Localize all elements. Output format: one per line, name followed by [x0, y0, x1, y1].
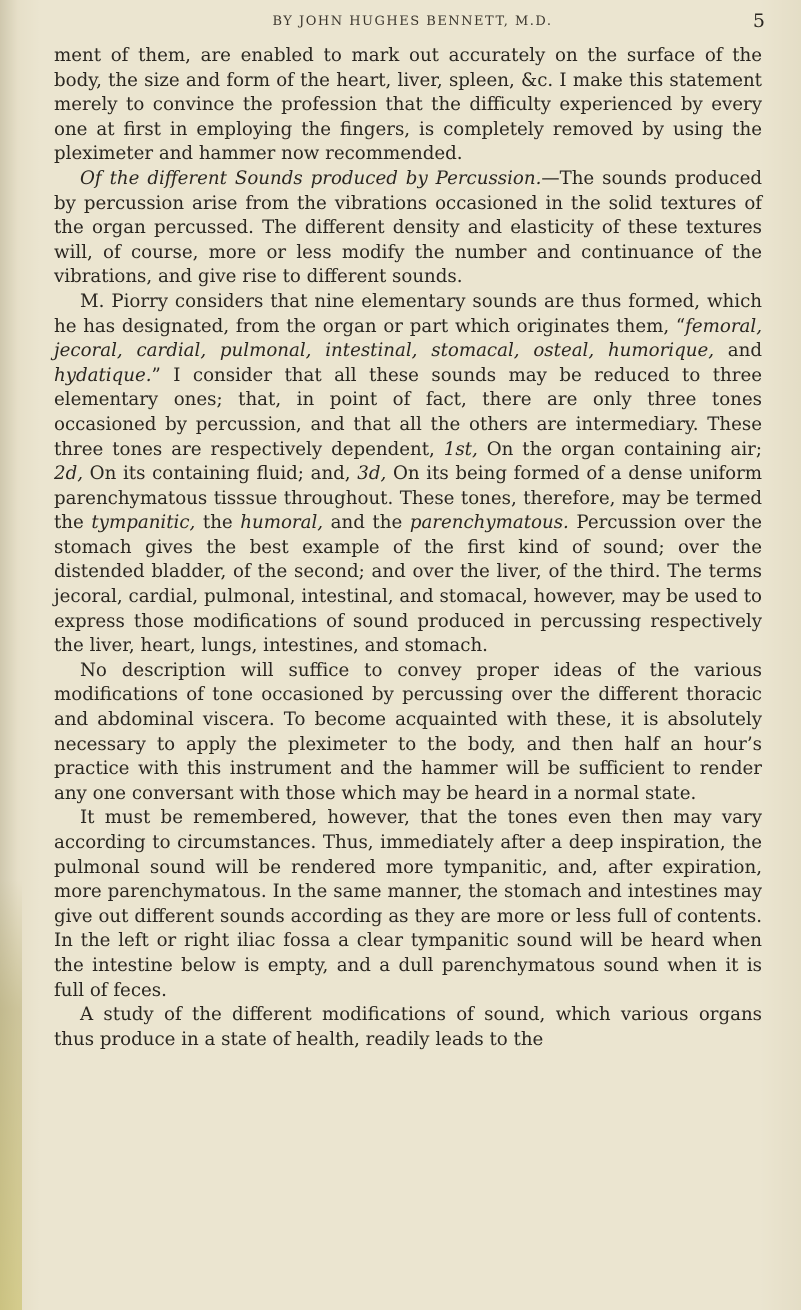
italic-text: 2d, [54, 463, 83, 485]
text-run: ment of them, are enabled to mark out accurately on the surface of the body, the size and form of the heart, liver, spleen, &c. I make this statement merely to convince the profession that the difficulty experienced by every one at first in employing the fingers, is completely removed by using the pleximeter and hammer now recommended. [54, 45, 762, 165]
italic-text: Of the different Sounds produced by Percussion. [80, 167, 542, 189]
text-run: A study of the different modifications of sound, which various organs thus produce in a state of health, readily leads to the [54, 1004, 762, 1050]
page-stain [0, 880, 22, 1310]
text-run: ” I consider that all these sounds may be reduced to three elementary ones; that, in point of fact, there are only three tones occasioned by percussion, and that all the others are intermediary. These three tones are respectively dependent, [54, 364, 762, 460]
text-run: It must be remembered, however, that the tones even then may vary according to circumstances. Thus, immediately after a deep inspiration, the pulmonal sound will be rendered more tympanitic, and, after expiration, more parenchymatous. In the same manner, the stomach and intestines may give out different sounds according as they are more or less full of contents. In the left or right iliac fossa a clear tympanitic sound will be heard when the intestine below is empty, and a dull parenchymatous sound when it is full of feces. [54, 807, 762, 1001]
paragraph [54, 290, 762, 659]
text-run: On its containing fluid; and, [83, 463, 358, 485]
paragraph [54, 1003, 762, 1052]
page-number: 5 [752, 10, 765, 32]
page-header [60, 10, 765, 36]
italic-text: femoral, jecoral, cardial, pulmonal, intestinal, stomacal, osteal, humorique, [54, 315, 762, 362]
italic-text: hydatique. [54, 364, 152, 386]
text-run: On its being formed of a dense uniform parenchymatous tisssue throughout. These tones, therefore, may be termed the [54, 463, 763, 534]
text-run: On the organ containing air; [477, 438, 762, 460]
italic-text: tympanitic, [91, 512, 196, 534]
text-run: M. Piorry considers that nine elementary sounds are thus formed, which he has designated, from the organ or part which originates them, “ [54, 290, 762, 337]
paragraph [54, 659, 762, 807]
paragraph [54, 806, 762, 1003]
text-run: and [714, 340, 763, 362]
body-text [54, 44, 762, 1052]
italic-text: parenchymatous. [409, 512, 569, 534]
text-run: Percussion over the stomach gives the best example of the first kind of sound; over the distended bladder, of the second; and over the liver, of the third. The terms jecoral, cardial, pulmonal, intestinal, and stomacal, however, may be used to express those modifications of sound produced in percussing respectively the liver, heart, lungs, intestines, and stomach. [54, 512, 762, 657]
italic-text: 3d, [357, 463, 387, 485]
paragraph [54, 44, 762, 167]
text-run: —The sounds produced by percussion arise from the vibrations occasioned in the solid textures of the organ percussed. The different density and elasticity of these textures will, of course, more or less modify the number and continuance of the vibrations, and give rise to different sounds. [54, 167, 763, 288]
text-run: the [195, 512, 241, 534]
running-head: BY JOHN HUGHES BENNETT, M.D. [272, 14, 553, 29]
paragraph [54, 167, 762, 290]
italic-text: humoral, [240, 512, 324, 534]
italic-text: 1st, [443, 438, 478, 460]
text-run: No description will suffice to convey proper ideas of the various modifications of tone occasioned by percussing over the different thoracic and abdominal viscera. To become acquainted with these, it is absolutely necessary to apply the pleximeter to the body, and then half an hour’s practice with this instrument and the hammer will be sufficient to render any one conversant with those which may be heard in a normal state. [54, 659, 762, 804]
text-run: and the [323, 512, 410, 534]
